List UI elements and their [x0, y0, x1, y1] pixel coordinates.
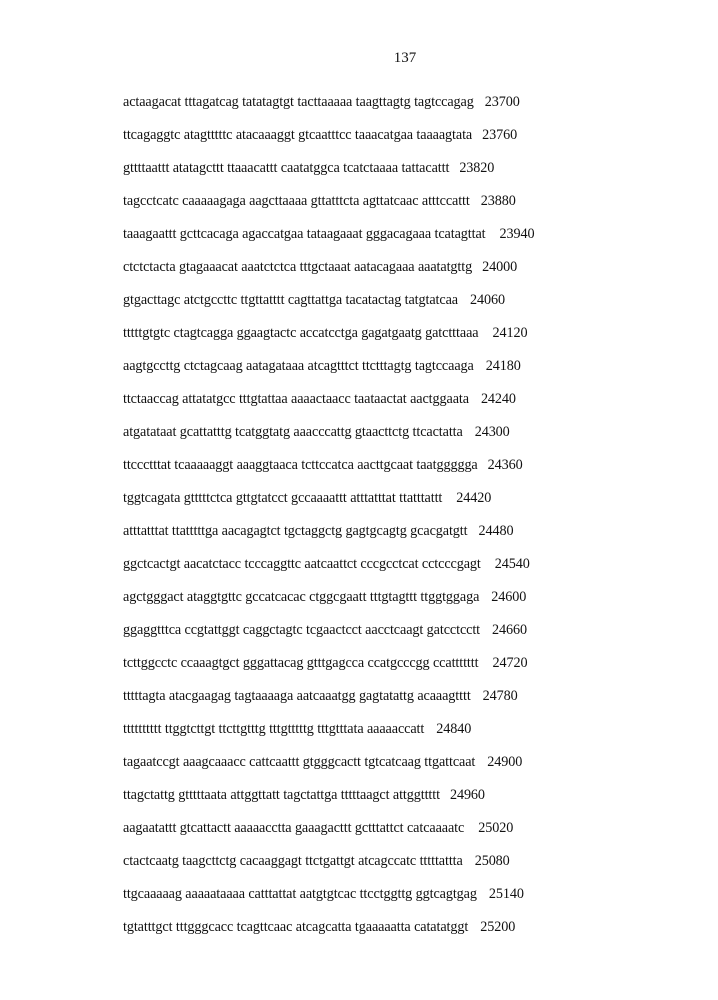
sequence-position: 24420 — [456, 490, 492, 506]
sequence-line — [123, 92, 583, 125]
sequence-line — [123, 653, 583, 686]
sequence-position: 23700 — [484, 94, 520, 110]
sequence-text: ggaggtttca ccgtattggt caggctagtc tcgaactcct aacctcaagt gatcctcctt — [123, 622, 481, 638]
sequence-text: agctgggact ataggtgttc gccatcacac ctggcgaatt tttgtagttt ttggtggaga — [123, 589, 480, 605]
sequence-position: 24060 — [470, 292, 505, 308]
sequence-line — [123, 917, 583, 950]
sequence-position: 24780 — [482, 688, 518, 704]
sequence-text: tcttggcctc ccaaagtgct gggattacag gtttgagcca ccatgcccgg ccattttttt — [123, 655, 479, 671]
sequence-position: 24840 — [436, 721, 472, 737]
sequence-line — [123, 158, 583, 191]
sequence-text: aagtgccttg ctctagcaag aatagataaa atcagtttct ttctttagtg tagtccaaga — [123, 358, 474, 374]
sequence-text: ttctaaccag attatatgcc tttgtattaa aaaactaacc taataactat aactggaata — [123, 391, 469, 407]
sequence-text: atgatataat gcattatttg tcatggtatg aaacccattg gtaacttctg ttcactatta — [123, 424, 463, 440]
sequence-position: 24600 — [491, 589, 527, 605]
sequence-text: aagaatattt gtcattactt aaaaacctta gaaagacttt gctttattct catcaaaatc — [123, 820, 465, 836]
sequence-line — [123, 455, 583, 488]
sequence-position: 24660 — [492, 622, 528, 638]
sequence-line — [123, 191, 583, 224]
sequence-position: 23880 — [480, 193, 516, 209]
sequence-position: 24120 — [492, 325, 528, 341]
sequence-position: 25140 — [488, 886, 524, 902]
sequence-text: tggtcagata gtttttctca gttgtatcct gccaaaattt atttatttat ttatttattt — [123, 490, 443, 506]
sequence-position: 24900 — [487, 754, 523, 770]
sequence-text: ttgcaaaaag aaaaataaaa catttattat aatgtgtcac ttcctggttg ggtcagtgag — [123, 886, 477, 902]
sequence-line — [123, 290, 583, 323]
sequence-text: tagcctcatc caaaaagaga aagcttaaaa gttatttcta agttatcaac atttccattt — [123, 193, 470, 209]
sequence-line — [123, 851, 583, 884]
sequence-line — [123, 587, 583, 620]
sequence-position: 24180 — [485, 358, 521, 374]
sequence-text: atttatttat ttatttttga aacagagtct tgctaggctg gagtgcagtg gcacgatgtt — [123, 523, 468, 539]
sequence-line — [123, 521, 583, 554]
sequence-position: 24000 — [482, 259, 518, 275]
sequence-position: 25080 — [474, 853, 510, 869]
sequence-text: ttccctttat tcaaaaaggt aaaggtaaca tcttccatca aacttgcaat taatggggga — [123, 457, 478, 473]
sequence-line — [123, 356, 583, 389]
sequence-line — [123, 620, 583, 653]
sequence-text: ttcagaggtc atagtttttc atacaaaggt gtcaatttcc taaacatgaa taaaagtata — [123, 127, 473, 143]
sequence-line — [123, 686, 583, 719]
sequence-text: tttttttttt ttggtcttgt ttcttgtttg tttgtttttg tttgtttata aaaaaccatt — [123, 721, 425, 737]
sequence-text: ggctcactgt aacatctacc tcccaggttc aatcaattct cccgcctcat cctcccgagt — [123, 556, 481, 572]
sequence-text: tagaatccgt aaagcaaacc cattcaattt gtgggcactt tgtcatcaag ttgattcaat — [123, 754, 476, 770]
sequence-line — [123, 125, 583, 158]
sequence-line — [123, 323, 583, 356]
sequence-position: 23940 — [499, 226, 535, 242]
sequence-line — [123, 257, 583, 290]
sequence-position: 24300 — [474, 424, 510, 440]
sequence-position: 24480 — [478, 523, 514, 539]
sequence-position: 24540 — [494, 556, 530, 572]
sequence-line — [123, 752, 583, 785]
sequence-position: 25020 — [478, 820, 514, 836]
sequence-position: 24240 — [480, 391, 516, 407]
sequence-line — [123, 785, 583, 818]
sequence-position: 24960 — [449, 787, 485, 803]
sequence-text: tgtatttgct tttgggcacc tcagttcaac atcagcatta tgaaaaatta catatatggt — [123, 919, 469, 935]
sequence-text: ctactcaatg taagcttctg cacaaggagt ttctgattgt atcagccatc tttttattta — [123, 853, 463, 869]
sequence-line — [123, 719, 583, 752]
sequence-text: ctctctacta gtagaaacat aaatctctca tttgctaaat aatacagaaa aaatatgttg — [123, 259, 473, 275]
sequence-text: actaagacat tttagatcag tatatagtgt tacttaaaaa taagttagtg tagtccagag — [123, 94, 474, 110]
sequence-line — [123, 389, 583, 422]
sequence-text: gtgacttagc atctgccttc ttgttatttt cagttattga tacatactag tatgtatcaa — [123, 292, 458, 308]
sequence-position: 24360 — [487, 457, 523, 473]
page-number: 137 — [393, 50, 417, 66]
sequence-position: 25200 — [480, 919, 516, 935]
sequence-line — [123, 818, 583, 851]
sequence-line — [123, 554, 583, 587]
sequence-listing — [123, 92, 583, 950]
sequence-text: tttttagta atacgaagag tagtaaaaga aatcaaatgg gagtatattg acaaagtttt — [123, 688, 471, 704]
sequence-position: 23820 — [459, 160, 495, 176]
sequence-text: tttttgtgtc ctagtcagga ggaagtactc accatcctga gagatgaatg gatctttaaa — [123, 325, 479, 341]
sequence-position: 24720 — [492, 655, 528, 671]
sequence-text: gttttaattt atatagcttt ttaaacattt caatatggca tcatctaaaa tattacattt — [123, 160, 450, 176]
sequence-line — [123, 884, 583, 917]
sequence-line — [123, 224, 583, 257]
sequence-position: 23760 — [482, 127, 518, 143]
sequence-text: taaagaattt gcttcacaga agaccatgaa tataagaaat gggacagaaa tcatagttat — [123, 226, 486, 242]
sequence-text: ttagctattg gtttttaata attggttatt tagctattga tttttaagct attggttttt — [123, 787, 440, 803]
sequence-line — [123, 488, 583, 521]
sequence-line — [123, 422, 583, 455]
